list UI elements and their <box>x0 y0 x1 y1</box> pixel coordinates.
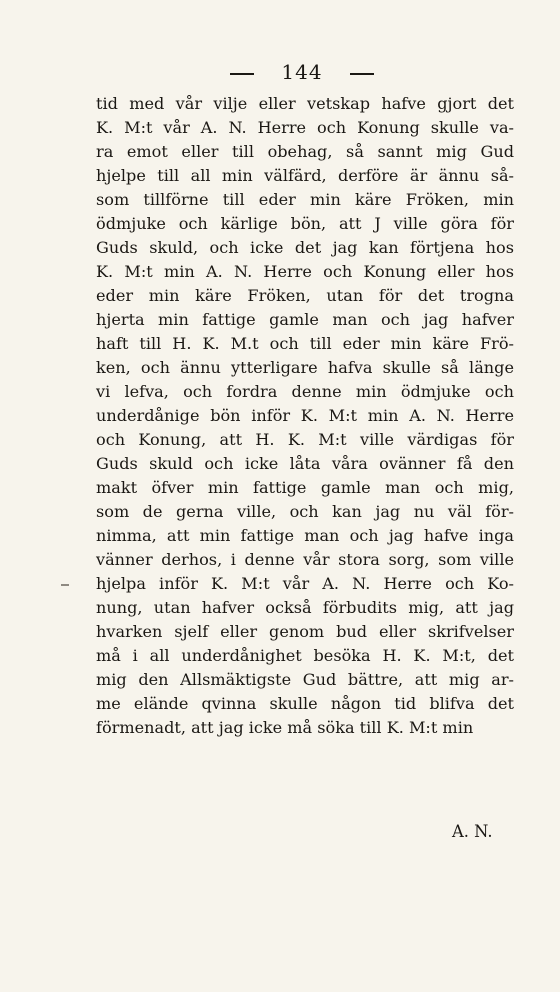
body-text <box>96 92 514 740</box>
text-line-1: tid med vår vilje eller vetskap hafve gjort det <box>96 94 514 113</box>
text-line-2: K. M:t vår A. N. Herre och Konung skulle va- <box>96 118 514 137</box>
margin-mark <box>61 584 69 586</box>
text-line-7: Guds skuld, och icke det jag kan förtjena hos <box>96 238 514 257</box>
text-line-11: haft till H. K. M.t och till eder min käre Frö- <box>96 334 514 353</box>
text-line-3: ra emot eller till obehag, så sannt mig Gud <box>96 142 514 161</box>
text-line-15: och Konung, att H. K. M:t ville värdigas för <box>96 430 514 449</box>
text-line-27: förmenadt, att jag icke må söka till K. M:t min <box>96 718 474 737</box>
text-line-10: hjerta min fattige gamle man och jag hafver <box>96 310 514 329</box>
text-line-25: mig den Allsmäktigste Gud bättre, att mig ar- <box>96 670 514 689</box>
text-line-22: nung, utan hafver också förbudits mig, att jag <box>96 598 514 617</box>
text-line-21: hjelpa inför K. M:t vår A. N. Herre och Ko- <box>96 574 514 593</box>
text-line-20: vänner derhos, i denne vår stora sorg, som ville <box>96 550 514 569</box>
text-line-4: hjelpe till all min välfärd, derföre är ännu så- <box>96 166 514 185</box>
right-header-dash <box>350 73 374 75</box>
text-line-26: me elände qvinna skulle någon tid blifva det <box>96 694 514 713</box>
page-number: 144 <box>281 60 323 84</box>
text-line-18: som de gerna ville, och kan jag nu väl för- <box>96 502 514 521</box>
text-line-6: ödmjuke och kärlige bön, att J ville göra för <box>96 214 514 233</box>
left-header-dash <box>230 73 254 75</box>
text-line-16: Guds skuld och icke låta våra ovänner få den <box>96 454 514 473</box>
text-line-17: makt öfver min fattige gamle man och mig, <box>96 478 514 497</box>
text-line-23: hvarken sjelf eller genom bud eller skrifvelser <box>96 622 514 641</box>
text-line-24: må i all underdånighet besöka H. K. M:t, det <box>96 646 514 665</box>
text-line-14: underdånige bön inför K. M:t min A. N. Herre <box>96 406 514 425</box>
text-line-12: ken, och ännu ytterligare hafva skulle så länge <box>96 358 514 377</box>
text-line-5: som tillförne till eder min käre Fröken, min <box>96 190 514 209</box>
text-line-8: K. M:t min A. N. Herre och Konung eller hos <box>96 262 514 281</box>
page-header <box>0 58 560 88</box>
text-line-9: eder min käre Fröken, utan för det trogna <box>96 286 514 305</box>
text-line-19: nimma, att min fattige man och jag hafve inga <box>96 526 514 545</box>
text-line-13: vi lefva, och fordra denne min ödmjuke och <box>96 382 514 401</box>
signature-initials: A. N. <box>452 822 493 841</box>
